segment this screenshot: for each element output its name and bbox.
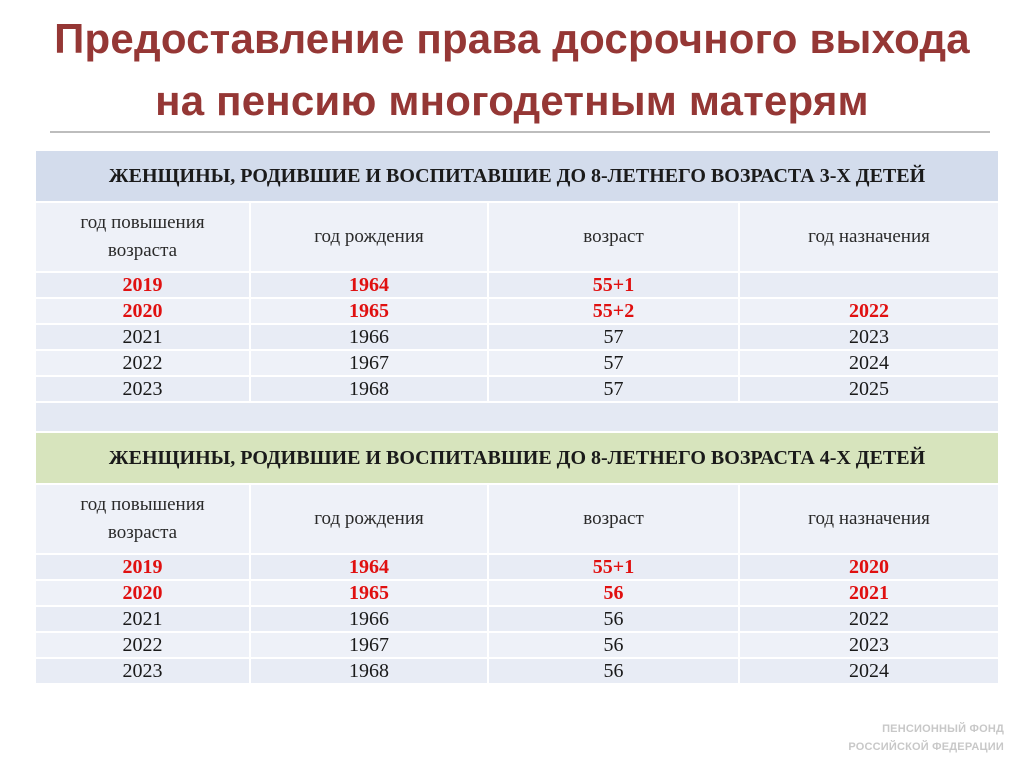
section2-heading-row (35, 432, 999, 484)
cell-assign: 2023 (739, 632, 999, 658)
cell-year: 2023 (35, 658, 250, 684)
cell-assign: 2021 (739, 580, 999, 606)
header-year-raise-line2: возраста (107, 240, 178, 261)
cell-age: 56 (488, 658, 739, 684)
table-row (35, 606, 999, 632)
table-row (35, 324, 999, 350)
cell-year: 2023 (35, 376, 250, 402)
cell-birth: 1967 (250, 350, 488, 376)
cell-year: 2020 (35, 580, 250, 606)
table-row (35, 376, 999, 402)
header-year-raise-line2: возраста (107, 522, 178, 543)
cell-year: 2021 (35, 324, 250, 350)
cell-assign: 2022 (739, 606, 999, 632)
header-age: возраст (488, 202, 739, 272)
cell-assign: 2024 (739, 350, 999, 376)
logo-line-2: РОССИЙСКОЙ ФЕДЕРАЦИИ (848, 741, 1004, 753)
cell-age: 55+2 (488, 298, 739, 324)
cell-birth: 1966 (250, 606, 488, 632)
section1-heading-row (35, 150, 999, 202)
section1-heading: ЖЕНЩИНЫ, РОДИВШИЕ И ВОСПИТАВШИЕ ДО 8-ЛЕТНЕГО ВОЗРАСТА 3-Х ДЕТЕЙ (35, 150, 999, 202)
header-year-raise (35, 202, 250, 272)
table-row (35, 658, 999, 684)
section2-heading: ЖЕНЩИНЫ, РОДИВШИЕ И ВОСПИТАВШИЕ ДО 8-ЛЕТНЕГО ВОЗРАСТА 4-Х ДЕТЕЙ (35, 432, 999, 484)
page-title (0, 8, 1024, 132)
title-line-1: Предоставление права досрочного выхода (54, 15, 970, 62)
cell-birth: 1968 (250, 658, 488, 684)
cell-assign: 2023 (739, 324, 999, 350)
pfr-logo (848, 720, 1004, 756)
cell-year: 2021 (35, 606, 250, 632)
cell-assign (739, 272, 999, 298)
header-year-raise-line1: год повышения (80, 494, 205, 515)
spacer-cell (35, 402, 999, 432)
cell-assign: 2024 (739, 658, 999, 684)
section-spacer (35, 402, 999, 432)
header-assign-year: год назначения (739, 484, 999, 554)
cell-birth: 1964 (250, 272, 488, 298)
cell-age: 55+1 (488, 272, 739, 298)
cell-age: 56 (488, 606, 739, 632)
header-year-raise-line1: год повышения (80, 212, 205, 233)
title-divider (50, 131, 990, 133)
cell-age: 57 (488, 350, 739, 376)
table-row (35, 580, 999, 606)
cell-age: 56 (488, 580, 739, 606)
cell-age: 57 (488, 376, 739, 402)
header-assign-year: год назначения (739, 202, 999, 272)
cell-age: 57 (488, 324, 739, 350)
cell-year: 2020 (35, 298, 250, 324)
header-year-raise (35, 484, 250, 554)
title-line-2: на пенсию многодетным матерям (155, 77, 869, 124)
section1-header-row (35, 202, 999, 272)
pension-table (34, 149, 1000, 685)
header-birth-year: год рождения (250, 202, 488, 272)
cell-birth: 1965 (250, 298, 488, 324)
cell-year: 2022 (35, 632, 250, 658)
cell-year: 2019 (35, 554, 250, 580)
cell-year: 2022 (35, 350, 250, 376)
table-row (35, 350, 999, 376)
table-row (35, 272, 999, 298)
header-age: возраст (488, 484, 739, 554)
table-row (35, 554, 999, 580)
cell-birth: 1965 (250, 580, 488, 606)
table-row (35, 632, 999, 658)
table-row (35, 298, 999, 324)
cell-assign: 2022 (739, 298, 999, 324)
cell-assign: 2020 (739, 554, 999, 580)
cell-age: 55+1 (488, 554, 739, 580)
section2-header-row (35, 484, 999, 554)
cell-birth: 1968 (250, 376, 488, 402)
cell-birth: 1967 (250, 632, 488, 658)
cell-age: 56 (488, 632, 739, 658)
cell-birth: 1966 (250, 324, 488, 350)
cell-year: 2019 (35, 272, 250, 298)
logo-line-1: ПЕНСИОННЫЙ ФОНД (882, 723, 1004, 735)
cell-assign: 2025 (739, 376, 999, 402)
header-birth-year: год рождения (250, 484, 488, 554)
cell-birth: 1964 (250, 554, 488, 580)
